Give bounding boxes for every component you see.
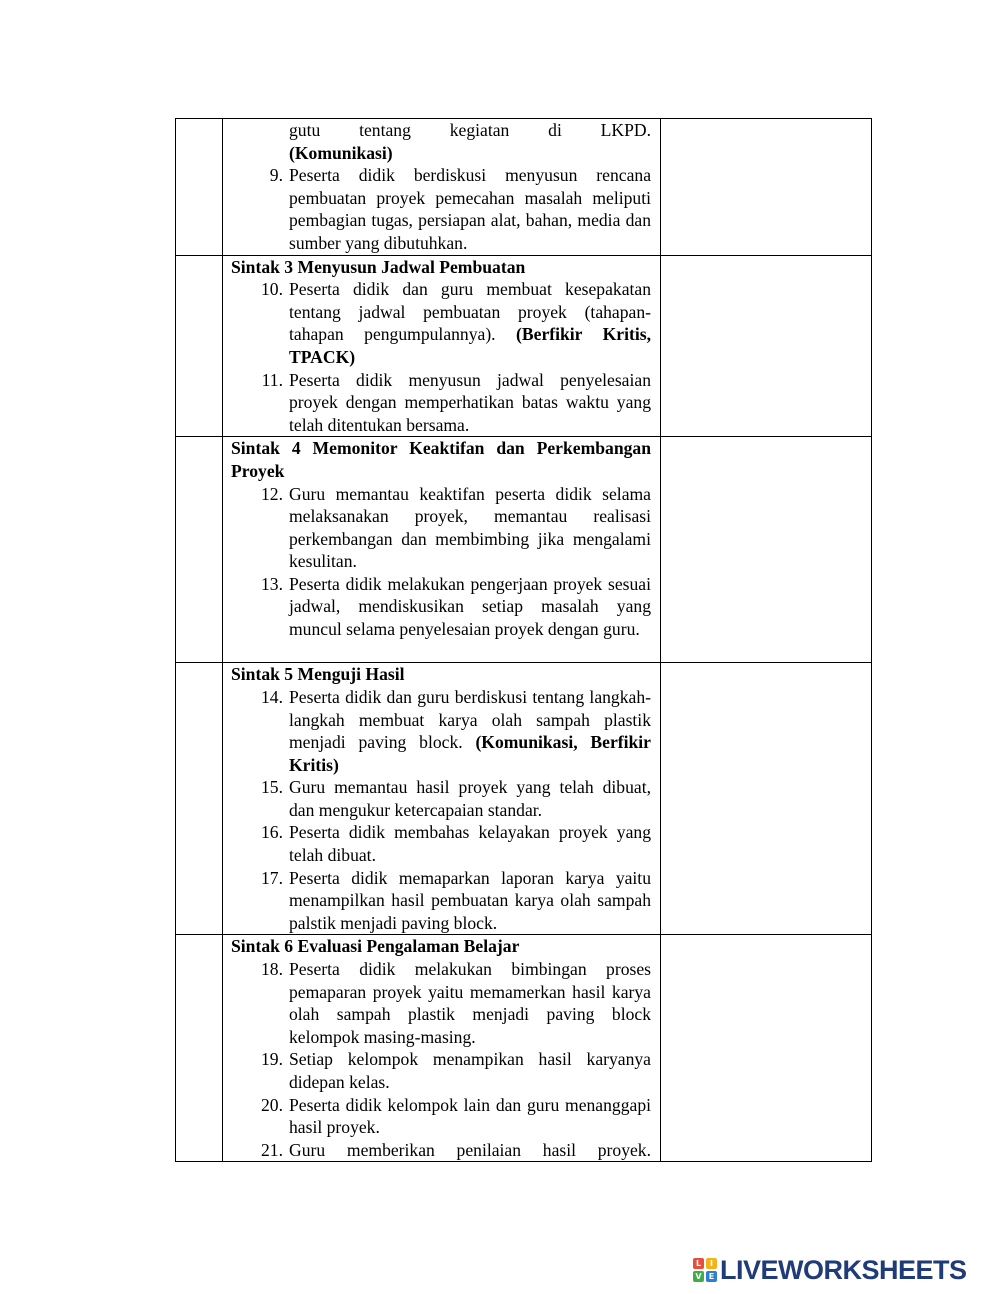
item-number: 17. [261, 867, 283, 888]
list-item [231, 164, 651, 254]
item-text: Setiap kelompok menampikan hasil karyanya didepan kelas. [289, 1049, 651, 1092]
item-tag: (Berfikir Kritis, TPACK) [289, 324, 651, 367]
lesson-activity-table [175, 118, 872, 1162]
list-item [231, 573, 651, 641]
section-heading: Sintak 5 Menguji Hasil [231, 664, 405, 685]
activity-cell [223, 663, 661, 935]
notes-cell [661, 935, 872, 1162]
item-number: 19. [261, 1049, 283, 1070]
item-text: Peserta didik memaparkan laporan karya yaitu menampilkan hasil pembuatan karya olah sampah palstik menjadi paving block. [289, 867, 651, 933]
item-text: Peserta didik membahas kelayakan proyek yang telah dibuat. [289, 822, 651, 866]
notes-cell [661, 437, 872, 663]
list-item [231, 958, 651, 1048]
notes-cell [661, 663, 872, 935]
item-number: 12. [261, 483, 283, 504]
activity-cell [223, 119, 661, 256]
liveworksheets-logo[interactable] [693, 1255, 993, 1285]
number-cell [176, 437, 223, 663]
list-item [231, 369, 651, 437]
item-text: Peserta didik dan guru membuat kesepakatan tentang jadwal pembuatan proyek (tahapan-tahapan pengumpulannya). [289, 279, 651, 345]
list-item [231, 821, 651, 866]
number-cell [176, 255, 223, 437]
notes-cell [661, 255, 872, 437]
number-cell [176, 935, 223, 1162]
list-item [231, 1094, 651, 1139]
item-text: Guru memantau hasil proyek yang telah dibuat, dan mengukur ketercapaian standar. [289, 777, 651, 820]
list-item [231, 776, 651, 821]
item-text: Peserta didik berdiskusi menyusun rencana pembuatan proyek pemecahan masalah meliputi pembagian tugas, persiapan alat, bahan, media dan sumber yang dibutuhkan. [289, 165, 651, 253]
list-item [231, 278, 651, 368]
item-text: Peserta didik melakukan bimbingan proses pemaparan proyek yaitu memamerkan hasil karya olah sampah plastik menjadi paving block kelompok masing-masing. [289, 959, 651, 1047]
list-item [231, 1139, 651, 1162]
item-number: 20. [261, 1094, 283, 1115]
activity-cell [223, 437, 661, 663]
activity-cell [223, 935, 661, 1162]
item-number: 9. [269, 165, 283, 186]
table-row [176, 437, 872, 663]
item-number: 16. [261, 822, 283, 843]
section-heading: Sintak 3 Menyusun Jadwal Pembuatan [231, 256, 526, 277]
item-number: 11. [261, 369, 283, 390]
item-text: Guru memantau keaktifan peserta didik selama melaksanakan proyek, memantau realisasi perkembangan dan membimbing jika mengalami kesulitan. [289, 483, 651, 572]
list-item [231, 119, 651, 164]
item-number: 10. [261, 279, 283, 300]
table-row [176, 255, 872, 437]
table-row [176, 935, 872, 1162]
logo-mark-icon: L I V E [693, 1258, 717, 1282]
section-heading: Sintak 6 Evaluasi Pengalaman Belajar [231, 936, 520, 957]
item-text: Peserta didik melakukan pengerjaan proyek sesuai jadwal, mendiskusikan setiap masalah yang muncul selama penyelesaian proyek dengan guru. [289, 573, 651, 640]
item-number: 21. [261, 1139, 283, 1160]
number-cell [176, 119, 223, 256]
table-row [176, 119, 872, 256]
list-item [231, 867, 651, 935]
item-number [231, 119, 289, 164]
item-tag: (Komunikasi, Berfikir Kritis) [289, 732, 651, 775]
notes-cell [661, 119, 872, 256]
item-number: 15. [261, 777, 283, 798]
item-number: 14. [261, 686, 283, 707]
activity-cell [223, 255, 661, 437]
section-heading: Sintak 4 Memonitor Keaktifan dan Perkembangan Proyek [231, 438, 651, 481]
item-text: Peserta didik kelompok lain dan guru menanggapi hasil proyek. [289, 1094, 651, 1138]
list-item [231, 1048, 651, 1093]
item-text: Peserta didik dan guru berdiskusi tentang langkah-langkah membuat karya olah sampah plastik menjadi paving block. [289, 686, 651, 753]
item-text: Peserta didik menyusun jadwal penyelesaian proyek dengan memperhatikan batas waktu yang telah ditentukan bersama. [289, 369, 651, 435]
table-row [176, 663, 872, 935]
number-cell [176, 663, 223, 935]
item-number: 13. [261, 573, 283, 594]
item-tag: (Komunikasi) [289, 142, 393, 163]
item-number: 18. [261, 959, 283, 980]
item-text: Guru memberikan penilaian hasil proyek. [289, 1139, 651, 1160]
list-item [231, 686, 651, 776]
item-text: gutu tentang kegiatan di LKPD. [289, 120, 651, 140]
logo-text: LIVEWORKSHEETS [720, 1255, 967, 1285]
list-item [231, 483, 651, 573]
